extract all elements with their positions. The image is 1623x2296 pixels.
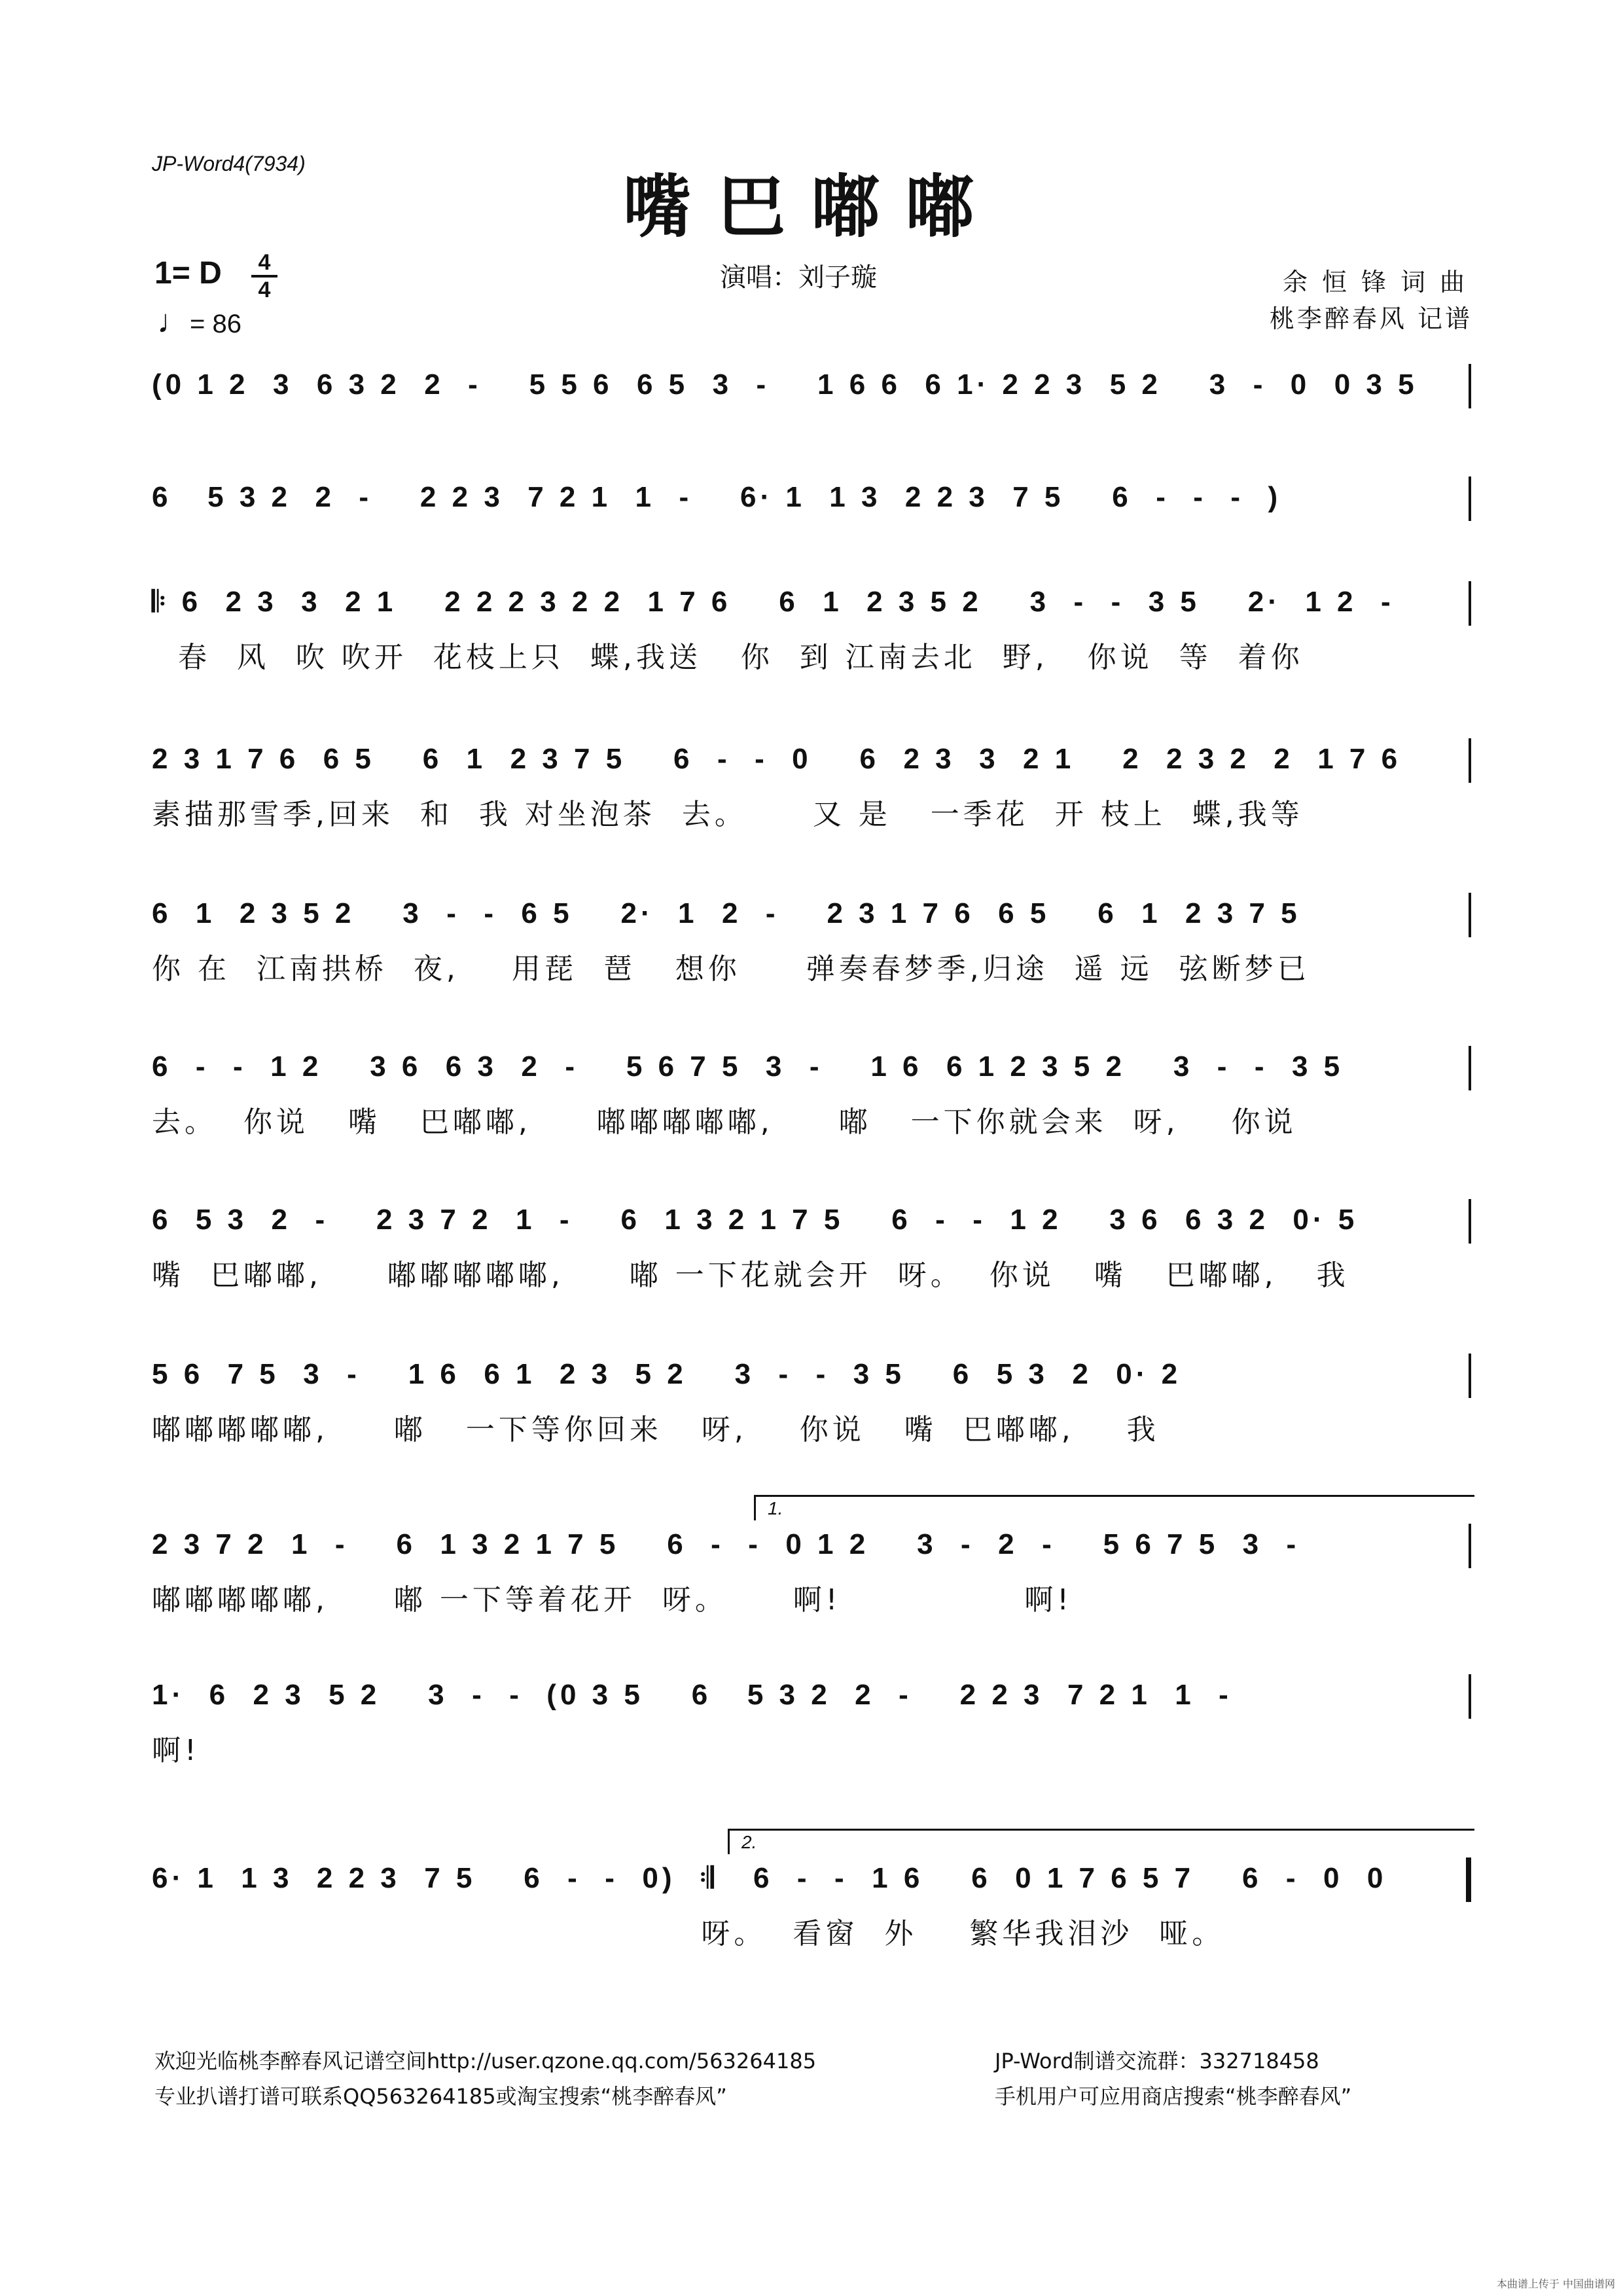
singer-credit: 演唱：刘子璇 [720, 262, 877, 293]
tempo-value: = 86 [190, 310, 241, 338]
quarter-note-icon: ♩ [157, 303, 190, 340]
transcriber-credit: 桃李醉春风 记谱 [1269, 304, 1472, 333]
key-signature: 1= D [154, 256, 222, 291]
lyric-line: 呀。 看窗 外 繁华我泪沙 哑。 [152, 1917, 1225, 1950]
first-ending-bracket [754, 1495, 1474, 1520]
song-title: 嘴巴嘟嘟 [622, 167, 1000, 247]
composer-credit: 余恒锋词曲 [1282, 268, 1479, 296]
footer-app: 手机用户可应用商店搜索“桃李醉春风” [995, 2084, 1352, 2109]
volta-1-label: 1. [768, 1498, 783, 1518]
footer-website: 欢迎光临桃李醉春风记谱空间http://user.qzone.qq.com/563264185 [154, 2049, 817, 2073]
tempo-marking [157, 302, 241, 340]
notation-line: 6· 1 1 3 2 2 3 7 5 6 - - 0) 𝄇 6 - - 1 6 6 0 1 7 6 5 7 6 - 0 0 [152, 1862, 1387, 1894]
lyric-line: 你 在 江南拱桥 夜, 用琵 琶 想你 弹奏春梦季,归途 遥 远 弦断梦已 [152, 952, 1310, 986]
time-sig-top: 4 [258, 250, 271, 275]
footer-contact: 专业扒谱打谱可联系QQ563264185或淘宝搜索“桃李醉春风” [154, 2084, 727, 2109]
notation-line: 5 6 7 5 3 - 1 6 6 1 2 3 5 2 3 - - 3 5 6 5 3 2 0· 2 [152, 1358, 1182, 1390]
footer-group: JP-Word制谱交流群：332718458 [995, 2049, 1319, 2073]
notation-line: 2 3 1 7 6 6 5 6 1 2 3 7 5 6 - - 0 6 2 3 3 2 1 2 2 3 2 2 1 7 6 [152, 743, 1402, 775]
time-sig-bottom: 4 [258, 278, 271, 302]
second-ending-bracket [728, 1829, 1474, 1854]
watermark: 本曲谱上传于 中国曲谱网 [1496, 2278, 1615, 2290]
lyric-line: 啊! [152, 1734, 200, 1767]
notation-line: 6 1 2 3 5 2 3 - - 6 5 2· 1 2 - 2 3 1 7 6 6 5 6 1 2 3 7 5 [152, 897, 1301, 929]
notation-line: 6 5 3 2 2 - 2 2 3 7 2 1 1 - 6· 1 1 3 2 2 3 7 5 6 - - - ) [152, 481, 1282, 513]
lyric-line: 春 风 吹 吹开 花枝上只 蝶,我送 你 到 江南去北 野, 你说 等 着你 [152, 641, 1304, 674]
notation-line: 6 5 3 2 - 2 3 7 2 1 - 6 1 3 2 1 7 5 6 - - 1 2 3 6 6 3 2 0· 5 [152, 1204, 1359, 1236]
lyric-line: 嘟嘟嘟嘟嘟, 嘟 一下等着花开 呀。 啊! 啊! [152, 1583, 1073, 1617]
notation-line: (0 1 2 3 6 3 2 2 - 5 5 6 6 5 3 - 1 6 6 6 1· 2 2 3 5 2 3 - 0 0 3 5 [152, 368, 1418, 401]
time-signature [251, 251, 277, 301]
lyric-line: 素描那雪季,回来 和 我 对坐泡茶 去。 又 是 一季花 开 枝上 蝶,我等 [152, 798, 1304, 831]
notation-line: 2 3 7 2 1 - 6 1 3 2 1 7 5 6 - - 0 1 2 3 - 2 - 5 6 7 5 3 - [152, 1528, 1300, 1560]
lyric-line: 嘟嘟嘟嘟嘟, 嘟 一下等你回来 呀, 你说 嘴 巴嘟嘟, 我 [152, 1413, 1160, 1446]
lyric-line: 去。 你说 嘴 巴嘟嘟, 嘟嘟嘟嘟嘟, 嘟 一下你就会来 呀, 你说 [152, 1105, 1297, 1139]
source-label: JP-Word4(7934) [152, 152, 306, 175]
notation-line: 1· 6 2 3 5 2 3 - - (0 3 5 6 5 3 2 2 - 2 2 3 7 2 1 1 - [152, 1679, 1232, 1711]
notation-line: 𝄆 6 2 3 3 2 1 2 2 2 3 2 2 1 7 6 6 1 2 3 5 2 3 - - 3 5 2· 1 2 - [152, 586, 1395, 618]
lyric-line: 嘴 巴嘟嘟, 嘟嘟嘟嘟嘟, 嘟 一下花就会开 呀。 你说 嘴 巴嘟嘟, 我 [152, 1259, 1349, 1292]
volta-2-label: 2. [741, 1832, 757, 1852]
notation-line: 6 - - 1 2 3 6 6 3 2 - 5 6 7 5 3 - 1 6 6 1 2 3 5 2 3 - - 3 5 [152, 1050, 1344, 1083]
